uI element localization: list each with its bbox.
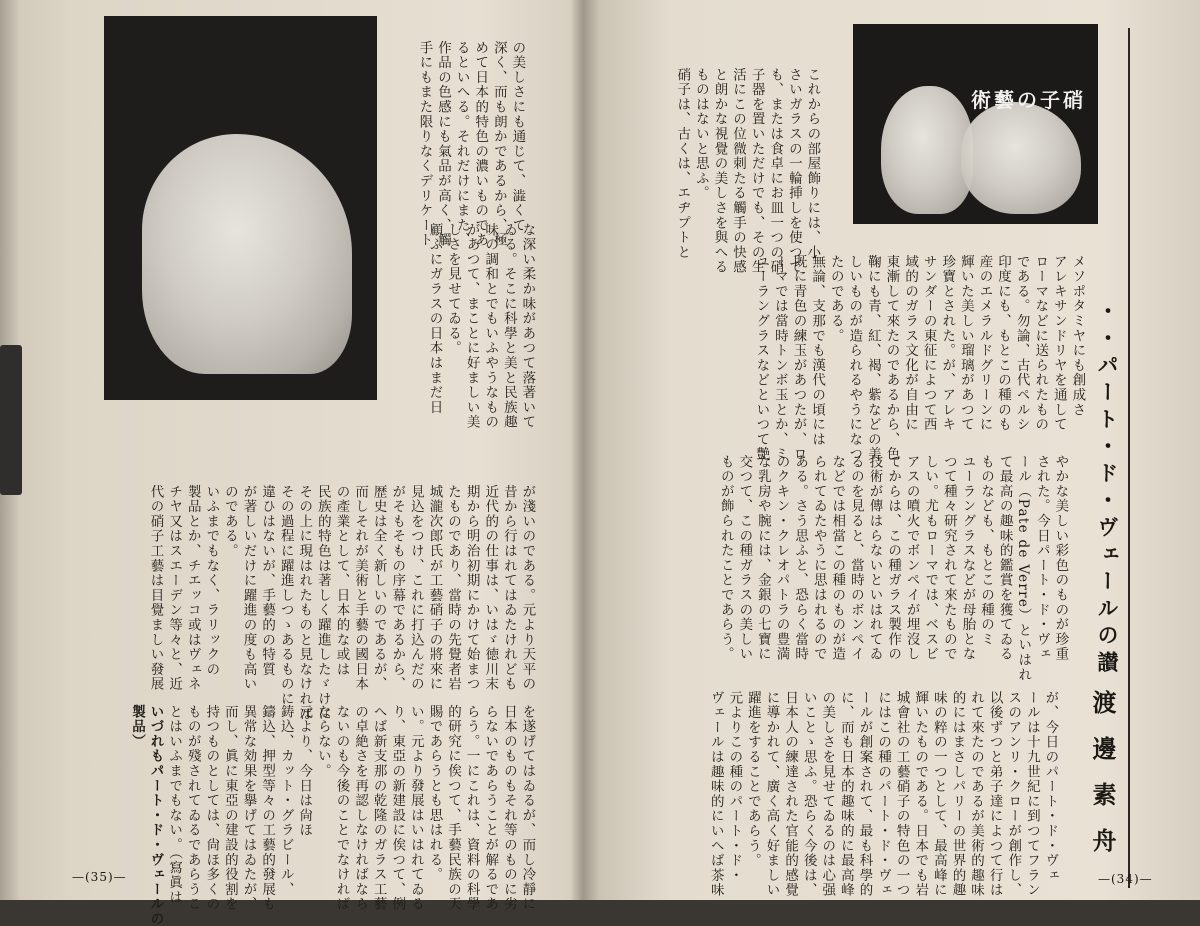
right-mid-line: 東漸して來たのであるから、色 — [883, 254, 900, 462]
right-body-line: な乳房や腕には、金銀の七寶に — [754, 454, 771, 662]
right-bottom-line: 味の粹の一つとして、最高峰に — [930, 690, 947, 898]
right-mid-line: ローマなどに送られたもの — [1032, 254, 1049, 432]
right-body-line: てからは、この種ガラス製作の — [885, 454, 902, 662]
left-mid-line: の產業として、日本的な或は — [333, 484, 350, 677]
left-lower-line: へば新支那の乾隆のガラス工藝 — [370, 704, 387, 912]
right-page-number: —(34)— — [1098, 872, 1153, 886]
left-lower-line: を遂げてはゐるが、而し冷靜に — [519, 704, 536, 912]
right-top-line: 子器を置いただけでも、その生 — [748, 67, 765, 275]
right-mid-line: 印度にも、もとこの種のも — [995, 254, 1012, 432]
left-lower-line: 異常な効果を擧げてはゐたが、 — [240, 704, 257, 912]
left-second-text — [395, 200, 555, 465]
left-mid-line: その上に現はれたものと見なければ — [296, 484, 313, 722]
right-mid-line: である。勿論、古代ペルシ — [1013, 254, 1030, 432]
right-mid-line: しいものが造られるやうになつ — [846, 254, 863, 462]
right-bottom-line: 日本人の練達された官能的感覺 — [782, 690, 799, 898]
left-lower-line: 鑄込、押型等々の工藝的發展も — [259, 704, 276, 912]
left-lower-line: の卓絶さを再認しなければなら — [352, 704, 369, 912]
right-mid-line: 鞠にも青、紅、褐、紫などの美 — [864, 254, 881, 462]
left-lower-line: 元より、今日は尙ほ — [296, 704, 313, 838]
left-lower-line: 製品） — [128, 704, 145, 749]
left-mid-line: 城瀧次郎氏が工藝硝子の將來に — [426, 484, 443, 692]
left-lower-line: ものが殘されてゐるであらうこ — [184, 704, 201, 912]
right-bottom-line: いことゝ思ふ。恐らく今後は、 — [800, 690, 817, 898]
right-top-line: さいガラスの一輪挿しを使つて — [785, 67, 802, 275]
photo-glass-bear — [104, 16, 377, 400]
right-bottom-line: 以後ずつと弟子達によつて行は — [986, 690, 1003, 898]
left-page-number: —(35)— — [72, 870, 127, 884]
left-top-line: ゐる。そこに科學と美と民族趣 — [500, 222, 517, 430]
left-mid-line: 歴史は全く新しいのであるが、 — [370, 484, 387, 692]
right-mid-line: ーマでは當時トンボ玉とか、ミ — [771, 254, 788, 462]
right-body-line: しい。尤もローマでは、ベスビ — [922, 454, 939, 662]
right-mid-line: アレキサンドリヤを通して — [1050, 254, 1067, 432]
right-bottom-line: れて來たのであるが美術的趣味 — [968, 690, 985, 898]
left-top-line: 作品の色感にも氣品が高く、觸 — [435, 40, 452, 248]
right-bottom-line: 城會社の工藝硝子の特色の一つ — [893, 690, 910, 898]
left-lower-line: とはいふまでもない。（寫眞は — [166, 704, 183, 905]
right-bottom-line: 輝いたものである。日本でも岩 — [912, 690, 929, 898]
left-mid-line: 見込をつけ、これに打込んだの — [407, 484, 424, 692]
right-body-line: られてゐたやうに思はれるので — [810, 454, 827, 662]
right-body-line: つて種々研究されて來たもので — [940, 454, 957, 662]
right-bottom-line: に、而も日本的趣味的に最高峰 — [837, 690, 854, 898]
left-mid-line: 民族的特色は著しく躍進したゞけに — [314, 484, 331, 722]
right-bottom-line: にはこの種のパート・ド・ヴェ — [875, 690, 892, 898]
right-top-text — [670, 45, 840, 275]
left-top-line: 顧ふにガラスの日本はまだ日 — [426, 222, 443, 415]
right-bottom-line: ヴェールは趣味的にいへば茶味 — [707, 690, 724, 898]
left-lower-text — [100, 682, 555, 926]
right-mid-line: 産のエメラルドグリーンに — [976, 254, 993, 432]
right-bottom-line: 的にはまさしパリーの世界的趣 — [949, 690, 966, 898]
left-top-line: があつて、まことに好ましい美 — [463, 222, 480, 430]
left-top-line: 手にもまた限りなくデリケート — [416, 40, 433, 248]
right-mid-line: たのである。 — [827, 254, 844, 344]
left-top-line: 深く、而も朗かであるから、極 — [490, 40, 507, 248]
right-mid-line: 域的のガラス文化が自由に — [902, 254, 919, 432]
right-body-line: 交つて、この種ガラスの美しい — [736, 454, 753, 662]
left-lower-line: 日本のものもそれ等のものに劣 — [500, 704, 517, 912]
right-body-line: 技術が傳はらないといはれてゐ — [866, 454, 883, 662]
right-body-line: などでは相當この種のものが造 — [829, 454, 846, 662]
left-lower-line: 持つものとしては、尙ほ多くの — [203, 704, 220, 912]
right-mid-line: サンダーの東征によつて西 — [920, 254, 937, 432]
left-lower-line: ないのも今後のことでなければ — [333, 704, 350, 912]
left-mid-line: 昔から行はれてはゐたけれども — [500, 484, 517, 692]
left-mid-line: 代の硝子工藝は目覺ましい發展 — [147, 484, 164, 692]
left-top-line: しさを見せてゐる。 — [445, 222, 462, 356]
right-top-line: 硝子は、古くは、エヂプトと — [674, 67, 691, 260]
right-bottom-line: 躍進をすることであらう。 — [744, 690, 761, 868]
right-mid-line: 輝いた美しい瑠璃があつて — [957, 254, 974, 432]
left-mid-line: チヤ又はスエーデン等々と、近 — [166, 484, 183, 692]
right-body-line: アスの噴火でボンペイが埋沒し — [903, 454, 920, 662]
left-lower-line: らう。一にこれは、資料の科學 — [463, 704, 480, 912]
right-top-line: これからの部屋飾りには、小 — [804, 67, 821, 260]
author-name: 渡邊素舟 — [1088, 690, 1116, 874]
left-lower-line: 鋳込、カット・グラビール、 — [277, 704, 294, 897]
left-mid-line: 製品とか、チエッコ或はヴェネ — [184, 484, 201, 692]
left-mid-text — [100, 462, 555, 722]
right-mid-line: 既に青色の練玉があつたが、ロ — [790, 254, 807, 462]
left-mid-line: がそもそもの序幕であるから、 — [389, 484, 406, 692]
photo-title: 硝子の藝術 — [971, 88, 1086, 112]
right-body-line: ール（Pate de Verre）といはれ — [1015, 454, 1032, 683]
left-mid-line: その過程に躍進しつゝあるものに — [277, 484, 294, 707]
right-bottom-line: ールは十九世紀に到つてフラン — [1023, 690, 1040, 898]
right-body-line: された。今日パート・ド・ヴェ — [1033, 454, 1050, 662]
left-mid-line: が著しいだけに躍進の度も高い — [240, 484, 257, 692]
left-lower-line: 賜であらうとも思はれる。 — [426, 704, 443, 882]
left-mid-line: のである。 — [221, 484, 238, 559]
right-body-text — [648, 432, 1088, 683]
left-mid-line: 期から明治初期にかけて始まつ — [463, 484, 480, 692]
left-mid-line: いふまでもなく、ラリックの — [203, 484, 220, 677]
right-body-line: のクキン・クレオパトラの豊満 — [773, 454, 790, 662]
left-lower-line: らないであらうことが解るであ — [482, 704, 499, 912]
left-lower-line: ならない。 — [314, 704, 331, 779]
glass-dove-right — [961, 102, 1081, 214]
left-lower-line: 的研究に俟つて、手藝民族の天 — [445, 704, 462, 912]
right-top-line: ものはないと思ふ。 — [692, 67, 709, 201]
left-lower-line: い。元より發展はいはれてゐる — [407, 704, 424, 912]
article-heading: ・・パート・ド・ヴェールの讃 — [1095, 300, 1119, 678]
left-mid-line: 而しそれが美術と手藝の國日本 — [352, 484, 369, 692]
right-bottom-line: スのアンリ・クローが創作し、 — [1005, 690, 1022, 898]
right-body-line: て最高の趣味的鑑賞を獲てゐる — [996, 454, 1013, 662]
left-lower-line: 而し、眞に東亞の建設的役割を — [221, 704, 238, 912]
left-lower-line: り、東亞の新建設に俟つて、例 — [389, 704, 406, 912]
right-bottom-text — [648, 668, 1078, 898]
right-mid-text — [600, 232, 1105, 462]
right-top-line: も、または食卓にお皿一つの硝 — [767, 67, 784, 275]
right-bottom-line: 元よりこの種のパート・ド・ — [726, 690, 743, 883]
left-mid-line: が淺いのである。元より天平の — [519, 484, 536, 692]
left-top-line: の美しさにも通じて、澁くて — [509, 40, 526, 233]
left-top-line: 味の調和とでもいふやうなもの — [482, 222, 499, 430]
right-bottom-line: に導かれて、廣く高く好ましい — [763, 690, 780, 898]
left-mid-line: たものであり、當時の先覺者岩 — [445, 484, 462, 692]
left-mid-line: 近代的の仕事は、いはゞ徳川末 — [482, 484, 499, 692]
left-top-line: めて日本的特色の濃いものであ — [472, 40, 489, 248]
right-body-line: ユーラングラスなどが母胎とな — [959, 454, 976, 662]
right-mid-line: ユーラングラスなどといつて艶 — [753, 254, 770, 462]
right-body-line: るのを見ると、當時のボンペイ — [847, 454, 864, 662]
right-bottom-line: の美しさを見せてゐるのは心强 — [819, 690, 836, 898]
heading-rule — [1128, 28, 1130, 888]
left-mid-line: 違ひはないが、手藝的の特質 — [259, 484, 276, 677]
right-mid-line: 珍寶とされた。が、アレキ — [939, 254, 956, 432]
left-top-line: な深い柔か味があつて落著いて — [519, 222, 536, 430]
right-bottom-line: が、今日のパート・ド・ヴェ — [1042, 690, 1059, 883]
right-mid-line: 無論、支那でも漢代の頃には — [809, 254, 826, 447]
right-body-line: ある。さう思ふと、恐らく當時 — [792, 454, 809, 662]
glass-bear-figure — [142, 134, 352, 374]
glass-dove-left — [881, 86, 973, 214]
right-top-line: と朗かな視覺の美しさを與へる — [711, 67, 728, 275]
binder-clip — [0, 345, 22, 495]
photo-glass-doves — [853, 24, 1098, 224]
left-top-line: るといへる。それだけにまた、 — [453, 40, 470, 248]
right-bottom-line: ールが創案されて、最も科學的 — [856, 690, 873, 898]
left-lower-line: いづれもパート・ド・ヴェールの — [147, 704, 164, 926]
right-mid-line: メソポタミヤにも創成さ — [1069, 254, 1086, 418]
right-top-line: 活にこの位微刺たる觸手の快感 — [730, 67, 747, 275]
right-body-line: ものが飾られたことであらう。 — [717, 454, 734, 662]
right-body-line: ものなども、もとこの種のミ — [978, 454, 995, 647]
right-body-line: やかな美しい彩色のものが珍重 — [1052, 454, 1069, 662]
